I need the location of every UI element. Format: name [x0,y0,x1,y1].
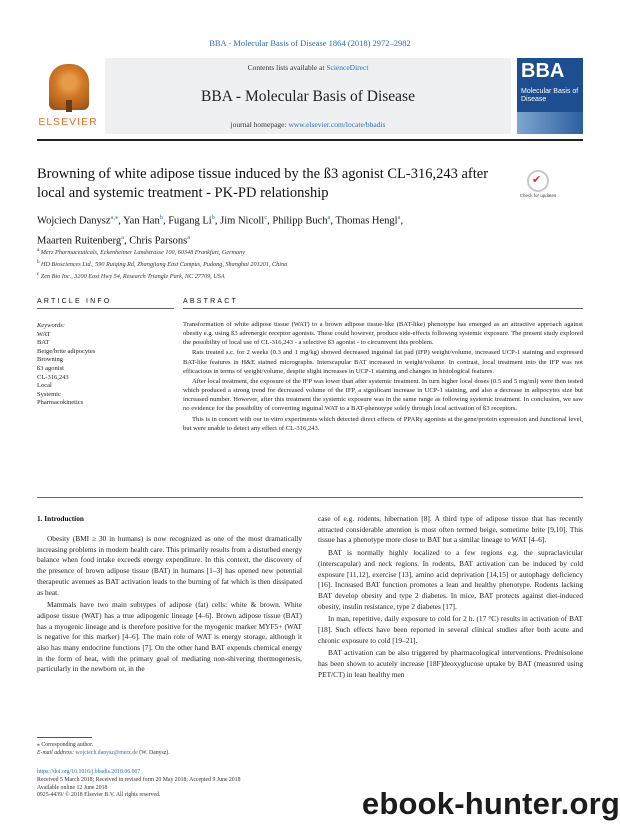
author-name[interactable]: Fugang Li [168,215,212,227]
author-name[interactable]: Philipp Buch [272,215,328,227]
body-paragraph: In man, repetitive, daily exposure to cold for 2 h. (17 °C) results in activation of BAT [18]. Such effects have been reported in several clinical studies after both acute and chronic exposure to cold [19–21]. [318,614,583,645]
sciencedirect-link[interactable]: ScienceDirect [326,63,369,72]
abstract-paragraph: This is in concert with our in vitro experiments which detected direct effects of PPARγ agonists at the gene/protein expression and functional level, but were unable to detect any effect of CL-316,243. [183,415,583,432]
journal-title: BBA - Molecular Basis of Disease [201,88,415,105]
author-name[interactable]: Maarten Ruitenberg [37,235,122,246]
author-name[interactable]: Yan Han [123,215,160,227]
elsevier-logo[interactable] [37,60,99,132]
affiliation-list [37,246,517,282]
keyword-item: CL-316,243 [37,373,69,381]
checkmark-icon: ✔ [532,174,542,186]
body-column-left [37,534,302,677]
author-separator: , [214,215,221,227]
keyword-item: ß3 agonist [37,364,64,372]
affiliation-marker: b [37,260,40,266]
article-info-heading: ARTICLE INFO [37,298,112,305]
check-for-updates-badge[interactable] [519,170,557,202]
author-separator: , [330,215,336,227]
keyword-item: WAT [37,330,51,338]
footnote [37,741,337,758]
cover-subtitle: Molecular Basis of Disease [521,88,579,103]
keyword-items [37,331,174,408]
affiliation-text: Merz Pharmaceuticals, Eckenheimer Landstrasse 100, 60348 Frankfurt, Germany [40,249,245,257]
abstract-paragraph: Rats treated s.c. for 2 weeks (0.3 and 1 mg/kg) showed decreased inguinal fat pad (IFP) weight/volume, increased UCP-1 staining and expressed BAT-like features in H&E stained micrographs. Interscapular BAT increased in weight/volume. In contrast, local treatment into the IFP was not efficacious in terms of weight/volume, despite slight increases in UCP-1 staining and changes in histological features. [183,349,583,375]
introduction-heading: 1. Introduction [37,514,84,523]
email-line [37,749,337,757]
contents-prefix: Contents lists available at [247,63,327,72]
footnote-rule [37,737,92,738]
author-list [37,210,537,249]
journal-cover-image[interactable] [517,58,583,134]
publisher-wordmark: ELSEVIER [38,116,98,128]
keywords-label: Keywords: [37,322,65,329]
affiliation-item [37,246,517,258]
elsevier-trunk-icon [66,100,72,112]
copyright-line: 0925-4439/ © 2018 Elsevier B.V. All rights reserved. [37,792,161,799]
email-suffix: (W. Danysz). [137,750,170,757]
body-paragraph: Obesity (BMI ≥ 30 in humans) is now recognized as one of the most dramatically increasing problems in modern health care. This primarily results from a disturbed energy balance when food intake exceeds energy expenditure. In this context, the discovery of the presence of brown adipose tissue (BAT) in humans [1–3] has opened new potential therapeutic avenues as BAT activation leads to the burning of fat which is then dissipated as heat. [37,534,302,597]
masthead-banner [105,58,511,134]
body-paragraph: BAT is normally highly localized to a few regions e.g. the supraclavicular (interscapular) and neck regions. In rodents, BAT activation can be induced by cold exposure [11,12], exercise [13], amino acid deprivation [14,15] or autophagy deficiency [16]. Increased BAT function promotes a lean and healthy phenotype. Rodents lacking BAT develop obesity and type 2 diabetes. In mice, BAT protects against diet-induced obesity, insulin resistance, type 2 diabetes [17]. [318,548,583,611]
keyword-item: BAT [37,339,50,347]
online-date: Available online 12 June 2018 [37,784,108,791]
received-dates: Received 5 March 2018; Received in revised form 20 May 2018; Accepted 9 June 2018 [37,776,241,783]
keyword-item: Local [37,382,52,390]
author-affil-marker[interactable]: c [264,214,268,221]
journal-masthead [37,58,583,138]
homepage-line [105,120,511,129]
abstract-heading: ABSTRACT [183,298,238,305]
abstract-paragraph: After local treatment, the exposure of the IFP was lower than after systemic treatment. In turn higher local doses (0.5 and 5 mg/ml) were then tested which produced a strong trend for decreased volume of the IFP, a significant increase in UCP-1 staining, and also a decrease in adipocytes size but increased number. However, after this treatment the systemic exposure was in the same range as following systemic treatment. In conclusion, we saw no evidence for the possibility of converting inguinal WAT to a BAT-phenotype solely through local activation of ß3 receptors. [183,377,583,413]
keyword-item: Pharmacokinetics [37,399,84,407]
homepage-prefix: journal homepage: [230,120,289,129]
body-paragraph: case of e.g. rodents, hibernation [8]. A third type of adipose tissue that has recently attracted considerable attention is most often termed beige, sometime brite [9,10]. This tissue has a phenotype more close to BAT but a similar lineage to WAT [4–6]. [318,514,583,545]
watermark: ebook-hunter.org [361,786,620,821]
author-affil-marker[interactable]: a [327,214,331,221]
author-affil-marker[interactable]: b [211,214,215,221]
author-name[interactable]: Jim Nicoll [220,215,265,227]
body-paragraph: BAT activation can be also triggered by pharmacological interventions. Prednisolone has been shown to acutely increase [18F]deoxyglucose uptake by BAT (measured using PET/CT) in lean healthy men [318,648,583,679]
keyword-item: Systemic [37,390,61,398]
affiliation-marker: c [37,272,40,278]
journal-citation[interactable]: BBA - Molecular Basis of Disease 1864 (2018) 2972–2982 [209,38,411,48]
author-separator: , [267,215,273,227]
author-affil-marker[interactable]: a [397,214,401,221]
body-column-right [318,514,583,683]
email-link[interactable]: wojciech.danysz@merz.de [75,750,138,757]
abstract-paragraph: Transformation of white adipose tissue (WAT) to a brown adipose tissue-like (BAT-like) phenotype has emerged as an attractive approach against obesity e.g. using ß3 adrenergic receptor agonists. These could however, produce side-effects following systemic exposure. The present study explored the possibility of local use of CL-316,243 - a selective ß3 agonist - to circumvent this problem. [183,321,583,347]
corresponding-author-note: ⁎ Corresponding author. [37,742,94,748]
author-affil-marker[interactable]: a [187,233,191,241]
masthead-rule [37,139,583,141]
author-affil-marker[interactable]: b [159,214,163,221]
cover-art [517,112,583,134]
affiliation-text: HD Biosciences Ltd., 590 Ruiqing Rd, Zhangjiang East Campus, Pudong, Shanghai 201201, China [41,261,288,269]
keyword-item: Browning [37,356,63,364]
keyword-item: Beige/brite adipocytes [37,347,96,355]
doi-link[interactable]: https://doi.org/10.1016/j.bbadis.2018.06.007 [37,769,141,775]
author-affil-marker[interactable]: a,⁎ [110,214,119,221]
contents-line [105,63,511,72]
body-paragraph: Mammals have two main subtypes of adipose (fat) cells: white & brown. White adipose tissue (WAT) has a true adipogenic lineage [4–6]. Brown adipose tissue (BAT) has a myogenic lineage and is therefore positive for the myogenic marker MYF5+ (WAT is negative for this marker) [4–6]. The main role of WAT is energy storage, although it also has many endocrine functions [7]. On the other hand BAT expends chemical energy in the form of heat, with the primary goal of mediating non-shivering thermogenesis, particularly in the newborn or, in the [37,600,302,674]
author-name[interactable]: Thomas Hengl [335,215,398,227]
affiliation-text: Zen Bio Inc., 3200 East Hwy 54, Research Triangle Park, NC 27709, USA [40,273,225,281]
author-affil-marker[interactable]: a [121,233,124,241]
author-name[interactable]: Chris Parsons [129,235,188,246]
affiliation-item [37,270,517,282]
author-separator: , [123,235,130,246]
keyword-list [37,322,174,408]
affiliation-item [37,258,517,270]
abstract-body [183,320,583,434]
article-info-rule [37,308,174,309]
homepage-link[interactable]: www.elsevier.com/locate/bbadis [288,120,386,129]
affiliation-marker: a [37,248,40,253]
check-for-updates-label: Check for updates [519,193,557,198]
author-name[interactable]: Wojciech Danysz [37,215,111,227]
author-separator: , [400,215,404,227]
cover-abbrev: BBA [521,60,565,82]
email-label: E-mail address: [37,750,76,757]
author-separator: , [118,215,124,227]
article-title: Browning of white adipose tissue induced by the ß3 agonist CL-316,243 after local and systemic treatment - PK-PD relationship [37,166,489,201]
abstract-bottom-rule [37,497,583,498]
author-separator: , [162,215,169,227]
abstract-rule [183,308,583,309]
